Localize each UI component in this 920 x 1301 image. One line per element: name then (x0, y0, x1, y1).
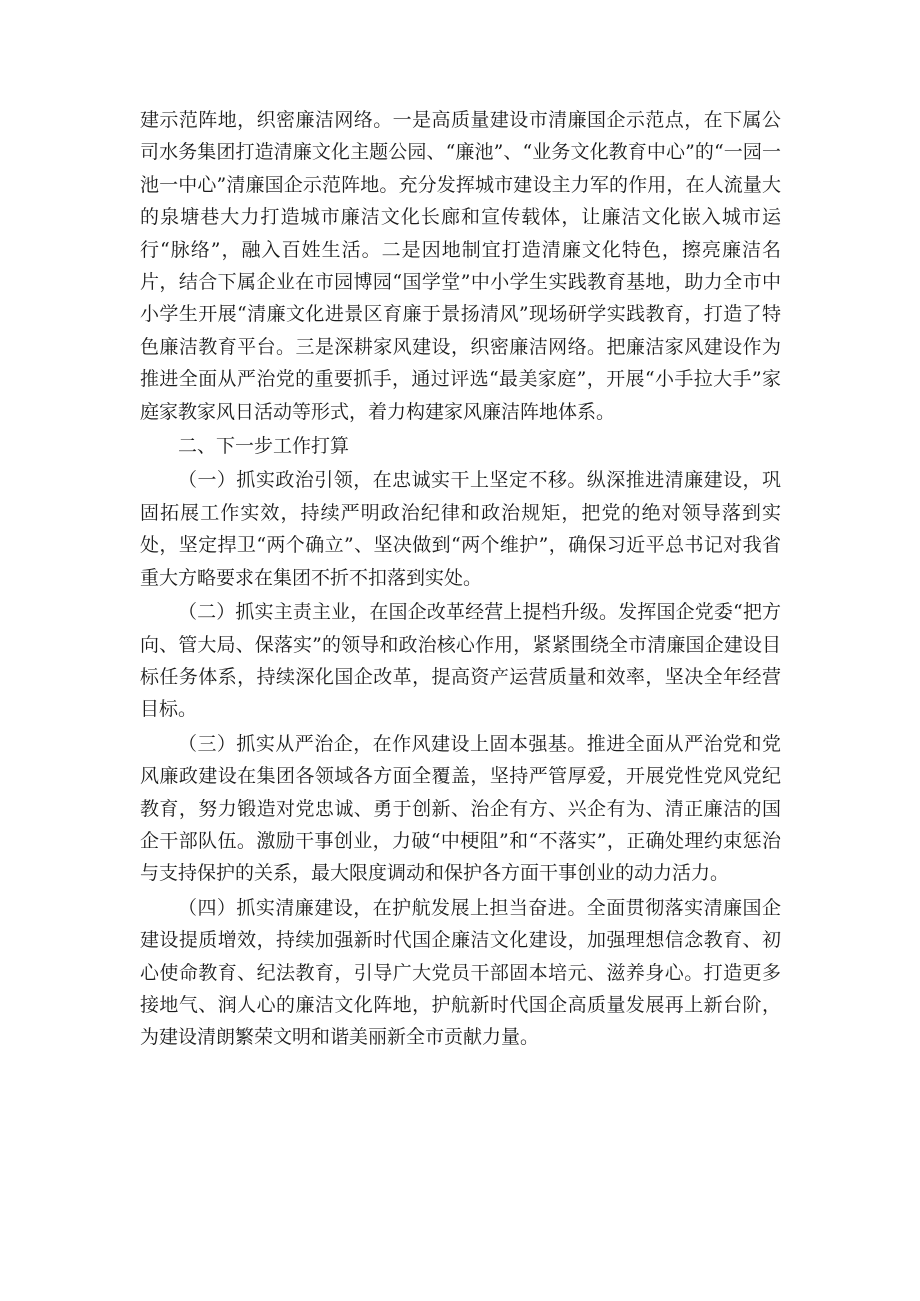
paragraph-main-business: （二）抓实主责主业，在国企改革经营上提档升级。发挥国企党委“把方向、管大局、保落实”的领导和政治核心作用，紧紧围绕全市清廉国企建设目标任务体系，持续深化国企改革，提高资产运营质量和效率，坚决全年经营目标。 (140, 601, 781, 721)
paragraph-demonstration-base: 建示范阵地，织密廉洁网络。一是高质量建设市清廉国企示范点，在下属公司水务集团打造清廉文化主题公园、“廉池”、“业务文化教育中心”的“一园一池一中心”清廉国企示范阵地。充分发挥城市建设主力军的作用，在人流量大的泉塘巷大力打造城市廉洁文化长廊和宣传载体，让廉洁文化嵌入城市运行“脉络”，融入百姓生活。二是因地制宜打造清廉文化特色，擦亮廉洁名片，结合下属企业在市园博园“国学堂”中小学生实践教育基地，助力全市中小学生开展“清廉文化进景区育廉于景扬清风”现场研学实践教育，打造了特色廉洁教育平台。三是深耕家风建设，织密廉洁网络。把廉洁家风建设作为推进全面从严治党的重要抓手，通过评选“最美家庭”，开展“小手拉大手”家庭家教家风日活动等形式，着力构建家风廉洁阵地体系。 (140, 109, 781, 423)
paragraph-strict-governance: （三）抓实从严治企，在作风建设上固本强基。推进全面从严治党和党风廉政建设在集团各领域各方面全覆盖，坚持严管厚爱，开展党性党风党纪教育，努力锻造对党忠诚、勇于创新、治企有方、兴企有为、清正廉洁的国企干部队伍。激励干事创业，力破“中梗阻”和“不落实”，正确处理约束惩治与支持保护的关系，最大限度调动和保护各方面干事创业的动力活力。 (140, 732, 781, 885)
document-page (140, 104, 781, 1054)
section-heading-next-steps: 二、下一步工作打算 (178, 435, 350, 458)
paragraph-integrity-construction: （四）抓实清廉建设，在护航发展上担当奋进。全面贯彻落实清廉国企建设提质增效，持续加强新时代国企廉洁文化建设，加强理想信念教育、初心使命教育、纪法教育，引导广大党员干部固本培元、滋养身心。打造更多接地气、润人心的廉洁文化阵地，护航新时代国企高质量发展再上新台阶，为建设清朗繁荣文明和谐美丽新全市贡献力量。 (140, 896, 781, 1049)
paragraph-political-leadership: （一）抓实政治引领，在忠诚实干上坚定不移。纵深推进清廉建设，巩固拓展工作实效，持续严明政治纪律和政治规矩，把党的绝对领导落到实处，坚定捍卫“两个确立”、坚决做到“两个维护”，确保习近平总书记对我省重大方略要求在集团不折不扣落到实处。 (140, 469, 781, 589)
